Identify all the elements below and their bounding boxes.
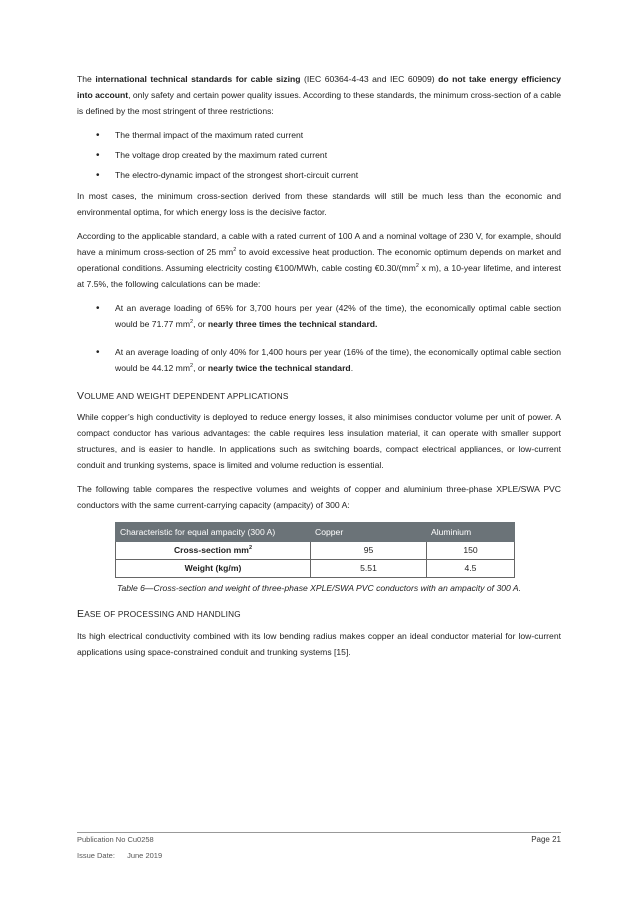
- comparison-table: [115, 522, 515, 578]
- section-heading-processing: [77, 607, 561, 623]
- aluminium-value: 4.5: [427, 559, 515, 577]
- heading-initial: E: [77, 607, 85, 620]
- header-characteristic: Characteristic for equal ampacity (300 A): [116, 522, 311, 541]
- text-run: , only safety and certain power quality issues. According to these standards, the minimum cross-section of a cable is defined by the most stringent of three restrictions:: [77, 89, 561, 116]
- list-item: [77, 301, 561, 333]
- superscript: 2: [190, 318, 194, 325]
- superscript: 2: [233, 247, 237, 254]
- text-run: to avoid excessive heat production. The economic optimum depends on market and operational conditions. Assuming electricity costing €100/MWh, cable costing €0.30/(mm: [77, 247, 561, 274]
- text-run: x m), a 10-year lifetime, and interest at 7.5%, the following calculations can be made:: [77, 263, 561, 289]
- table-row: [116, 559, 515, 577]
- paragraph: Its high electrical conductivity combined with its low bending radius makes copper an ideal conductor material for low-current applications using space-constrained conduit and trunking systems [15].: [77, 630, 561, 657]
- superscript: 2: [415, 263, 419, 270]
- section-heading-volume-weight: [77, 389, 561, 405]
- row-label-text: Weight (kg/m): [184, 562, 242, 573]
- table-caption: Table 6—Cross-section and weight of three-phase XPLE/SWA PVC conductors with an ampacity of 300 A.: [117, 582, 521, 593]
- table-row: [116, 541, 515, 559]
- text-run: At an average loading of 65% for 3,700 hours per year (42% of the time), the economically optimal cable section would be 71.77 mm: [115, 302, 561, 329]
- bold-text: international technical standards for cable sizing: [95, 74, 301, 84]
- page-number: Page 21: [531, 835, 561, 844]
- paragraph: In most cases, the minimum cross-section derived from these standards will still be much less than the economic and environmental optima, for which energy loss is the decisive factor.: [77, 191, 561, 218]
- issue-date: June 2019: [127, 851, 163, 860]
- paragraph: While copper’s high conductivity is deployed to reduce energy losses, it also minimises conductor volume per unit of power. A compact conductor has various advantages: the cable requires less insulation material, it can operate with smaller support structures, and is easier to handle. In applications such as switching boards, compact electrical appliances, or low-current conduit and trunking systems, space is limited and volume reduction is essential.: [77, 412, 561, 471]
- text-run: At an average loading of only 40% for 1,400 hours per year (16% of the time), the economically optimal cable section would be 44.12 mm: [115, 346, 561, 373]
- heading-rest: ASE OF PROCESSING AND HANDLING: [84, 609, 241, 619]
- text-run: , or: [193, 318, 208, 329]
- list-item: [77, 345, 561, 377]
- header-copper: Copper: [311, 522, 427, 541]
- page-content: [77, 72, 561, 668]
- bold-text: nearly three times the technical standard.: [207, 318, 378, 329]
- copper-value: 95: [311, 541, 427, 559]
- calculations-list: [77, 301, 561, 377]
- text-run: (IEC 60364-4-43 and IEC 60909): [300, 74, 439, 84]
- row-label: [116, 541, 311, 559]
- superscript: 2: [190, 362, 194, 369]
- footer-row: [77, 851, 561, 865]
- heading-rest: OLUME AND WEIGHT DEPENDENT APPLICATIONS: [84, 391, 289, 401]
- text-run: , or: [193, 362, 208, 373]
- paragraph: The following table compares the respective volumes and weights of copper and aluminium three-phase XPLE/SWA PVC conductors with the same current-carrying capacity (ampacity) of 300 A:: [77, 484, 561, 510]
- aluminium-value: 150: [427, 541, 515, 559]
- publication-number: Publication No Cu0258: [77, 835, 154, 844]
- row-label: [116, 559, 311, 577]
- bold-text: do not take energy efficiency into account: [77, 74, 561, 100]
- page-footer: [77, 832, 561, 865]
- list-item: • The electro-dynamic impact of the strongest short-circuit current: [77, 168, 561, 184]
- superscript: 2: [248, 544, 253, 551]
- bold-text: nearly twice the technical standard: [207, 362, 351, 373]
- heading-initial: V: [77, 389, 85, 402]
- list-item: • The voltage drop created by the maximum rated current: [77, 148, 561, 164]
- intro-paragraph: [77, 72, 561, 120]
- text-run: According to the applicable standard, a cable with a rated current of 100 A and a nominal voltage of 230 V, for example, should have a minimum cross-section of 25 mm: [77, 231, 561, 258]
- table-header-row: [116, 522, 515, 541]
- paragraph: [77, 229, 561, 293]
- text-run: The: [77, 74, 96, 84]
- list-item: • The thermal impact of the maximum rated current: [77, 128, 561, 144]
- footer-divider: [77, 832, 561, 833]
- header-aluminium: Aluminium: [427, 522, 515, 541]
- restrictions-list: [77, 128, 561, 184]
- comparison-table-wrapper: [115, 522, 515, 578]
- text-run: .: [350, 362, 354, 373]
- footer-row: [77, 835, 561, 849]
- issue-date-label: Issue Date:: [77, 851, 115, 860]
- copper-value: 5.51: [311, 559, 427, 577]
- row-label-text: Cross-section mm: [173, 544, 249, 555]
